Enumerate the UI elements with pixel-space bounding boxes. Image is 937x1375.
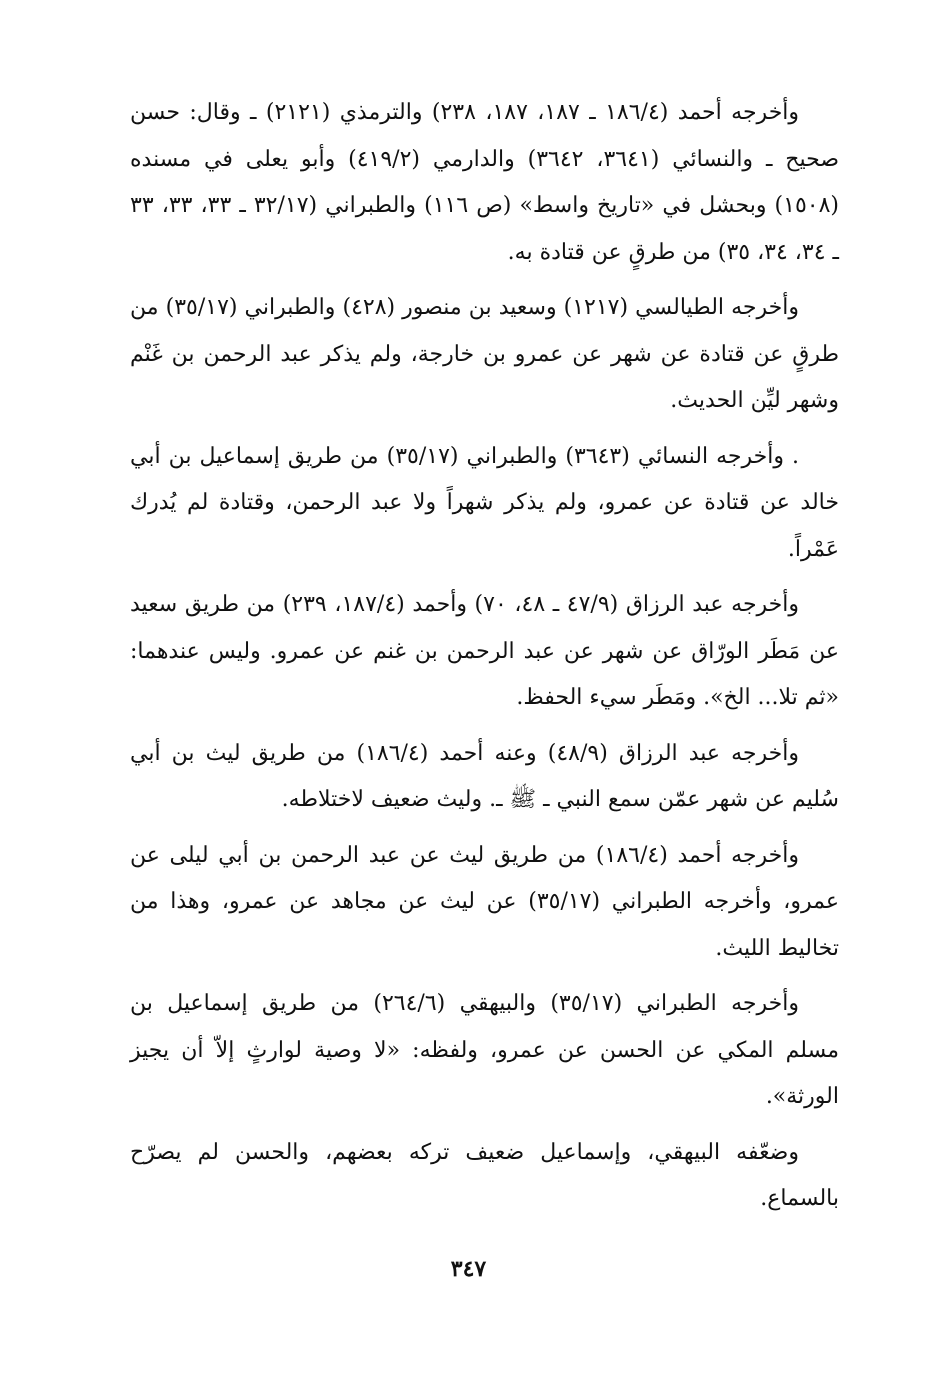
paragraph-7: وأخرجه الطبراني (٣٥/١٧) والبيهقي (٢٦٤/٦) من طريق إسماعيل بن مسلم المكي عن الحسن عن عمرو، ولفظه: «لا وصية لوارثٍ إلاّ أن يجيز الورثة». — [130, 991, 839, 1109]
paragraph-4: وأخرجه عبد الرزاق (٤٧/٩ ـ ٤٨، ٧٠) وأحمد (١٨٧/٤، ٢٣٩) من طريق سعيد عن مَطَر الورّاق عن شهر عن عبد الرحمن بن غنم عن عمرو. وليس عندهما: «ثم تلا... الخ». ومَطَر سيء الحفظ. — [130, 592, 839, 710]
paragraph-3: . وأخرجه النسائي (٣٦٤٣) والطبراني (٣٥/١٧) من طريق إسماعيل بن أبي خالد عن قتادة عن عمرو، ولم يذكر شهراً ولا عبد الرحمن، وقتادة لم يُدرك عَمْراً. — [130, 443, 839, 562]
paragraph-6: وأخرجه أحمد (١٨٦/٤) من طريق ليث عن عبد الرحمن بن أبي ليلى عن عمرو، وأخرجه الطبراني (٣٥/١٧) عن ليث عن مجاهد عن عمرو، وهذا من تخاليط الليث. — [130, 842, 840, 961]
paragraph-2: وأخرجه الطيالسي (١٢١٧) وسعيد بن منصور (٤٢٨) والطبراني (٣٥/١٧) من طرقٍ عن قتادة عن شهر عن عمرو بن خارجة، ولم يذكر عبد الرحمن بن غَنْم وشهر ليِّن الحديث. — [130, 295, 839, 413]
paragraph-5: وأخرجه عبد الرزاق (٤٨/٩) وعنه أحمد (١٨٦/٤) من طريق ليث بن أبي سُليم عن شهر عمّن سمع النبي ـ ﷺ ـ. وليث ضعيف لاختلاطه. — [130, 740, 839, 812]
page-number: ٣٤٧ — [450, 1256, 487, 1282]
paragraph-1: وأخرجه أحمد (١٨٦/٤ ـ ١٨٧، ١٨٧، ٢٣٨) والترمذي (٢١٢١) ـ وقال: حسن صحيح ـ والنسائي (٣٦٤١، ٣٦٤٢) والدارمي (٤١٩/٢) وأبو يعلى في مسنده (١٥٠٨) وبحشل في «تاريخ واسط» (ص ١١٦) والطبراني (٣٢/١٧ ـ ٣٣، ٣٣، ٣٣ ـ ٣٤، ٣٤، ٣٥) من طرقٍ عن قتادة به. — [130, 100, 840, 265]
page-body — [130, 90, 839, 1223]
paragraph-8: وضعّفه البيهقي، وإسماعيل ضعيف تركه بعضهم، والحسن لم يصرّح بالسماع. — [130, 1139, 839, 1211]
